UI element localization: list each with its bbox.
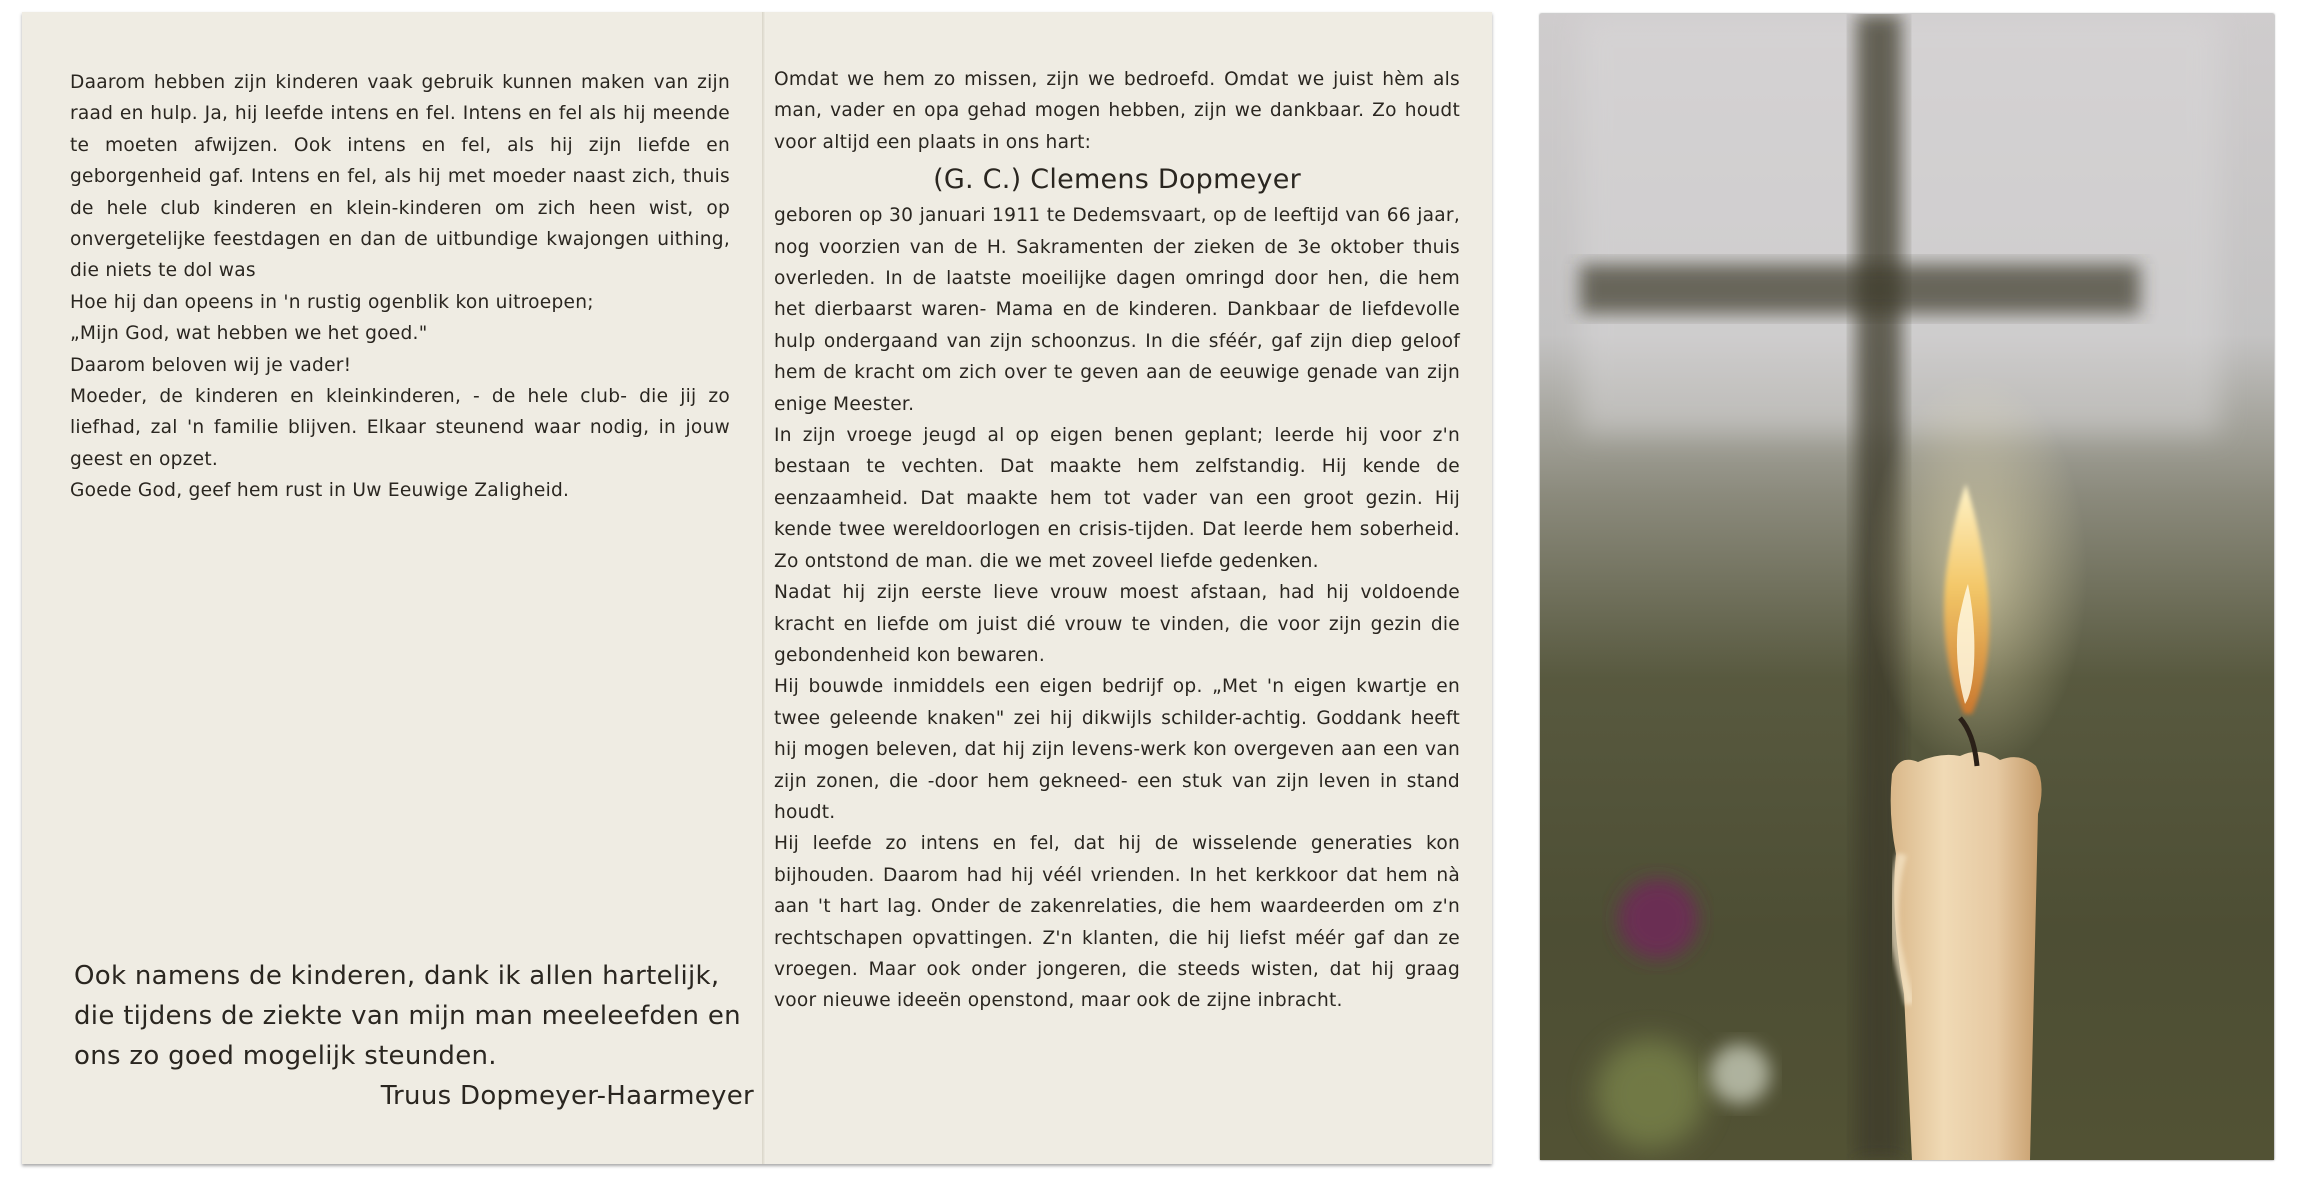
right-paragraph: geboren op 30 januari 1911 te Dedemsvaart, op de leeftijd van 66 jaar, nog voorzien van de H. Sakramenten der zieken de 3e oktober thuis overleden. In de laatste moeilijke dagen omringd door hen, die hem het dierbaarst waren- Mama en de kinderen. Dankbaar de liefdevolle hulp ondergaand van zijn schoonzus. In die sféér, gaf zijn diep geloof hem de kracht om zich over te geven aan de eeuwige genade van zijn enige Meester. (774, 205, 1460, 415)
right-paragraph: Nadat hij zijn eerste lieve vrouw moest afstaan, had hij voldoende kracht en liefde om juist dié vrouw te vinden, die voor zijn gezin die gebondenheid kon bewaren. (774, 582, 1460, 666)
cross-horizontal (1580, 264, 2140, 314)
signature: Truus Dopmeyer-Haarmeyer (380, 1081, 754, 1111)
foliage (1595, 1039, 1705, 1149)
candle-photo (1540, 14, 2274, 1160)
left-paragraph: Daarom hebben zijn kinderen vaak gebruik kunnen maken van zijn raad en hulp. Ja, hij leefde intens en fel. Intens en fel als hij meende te moeten afwijzen. Ook intens en fel, als hij zijn liefde en geborgenheid gaf. Intens en fel, als hij met moeder naast zich, thuis de hele club kinderen en klein-kinderen om zich heen wist, op onvergetelijke feestdagen en dan de uitbundige kwajongen uithing, die niets te dol was (70, 72, 730, 282)
flower (1618, 879, 1698, 959)
right-page (774, 64, 1460, 1017)
left-page (70, 67, 730, 507)
scan-edge-marks (2295, 180, 2305, 940)
deceased-name: (G. C.) Clemens Dopmeyer (933, 164, 1301, 196)
candle-illustration (1540, 14, 2274, 1160)
memorial-card (22, 12, 1492, 1164)
closing-section (74, 956, 754, 1116)
left-paragraph: „Mijn God, wat hebben we het goed." (70, 323, 428, 345)
right-paragraph: Hij bouwde inmiddels een eigen bedrijf op. „Met 'n eigen kwartje en twee geleende knaken" zei hij dikwijls schilder-achtig. Goddank heeft hij mogen beleven, dat hij zijn levens-werk kon overgeven aan een van zijn zonen, die -door hem gekneed- een stuk van zijn leven in stand houdt. (774, 676, 1460, 823)
closing-text: Ook namens de kinderen, dank ik allen hartelijk, die tijdens de ziekte van mijn man meeleefden en ons zo goed mogelijk steunden. (74, 961, 741, 1071)
left-paragraph: Goede God, geef hem rust in Uw Eeuwige Zaligheid. (70, 480, 570, 502)
left-paragraph: Moeder, de kinderen en kleinkinderen, - de hele club- die jij zo liefhad, zal 'n familie blijven. Elkaar steunend waar nodig, in jouw geest en opzet. (70, 386, 730, 470)
blossom (1710, 1044, 1770, 1104)
right-paragraph: In zijn vroege jeugd al op eigen benen geplant; leerde hij voor z'n bestaan te vechten. Dat maakte hem zelfstandig. Hij kende de eenzaamheid. Dat maakte hem tot vader van een groot gezin. Hij kende twee wereldoorlogen en crisis-tijden. Dat leerde hem soberheid. Zo ontstond de man. die we met zoveel liefde gedenken. (774, 425, 1460, 572)
left-paragraph: Daarom beloven wij je vader! (70, 354, 352, 376)
right-paragraph: Hij leefde zo intens en fel, dat hij de wisselende generaties kon bijhouden. Daarom had hij véél vrienden. In het kerkkoor dat hem nà aan 't hart lag. Onder de zakenrelaties, die hem waardeerden om z'n rechtschapen opvattingen. Z'n klanten, die hij liefst méér gaf dan ze vroegen. Maar ook onder jongeren, die steeds wisten, dat hij graag voor nieuwe ideeën openstond, maar ook de zijne inbracht. (774, 833, 1460, 1012)
card-fold (762, 12, 766, 1164)
candle (1891, 752, 2042, 1160)
left-paragraph: Hoe hij dan opeens in 'n rustig ogenblik kon uitroepen; (70, 291, 594, 313)
intro-paragraph: Omdat we hem zo missen, zijn we bedroefd. Omdat we juist hèm als man, vader en opa gehad mogen hebben, zijn we dankbaar. Zo houdt voor altijd een plaats in ons hart: (774, 69, 1460, 153)
